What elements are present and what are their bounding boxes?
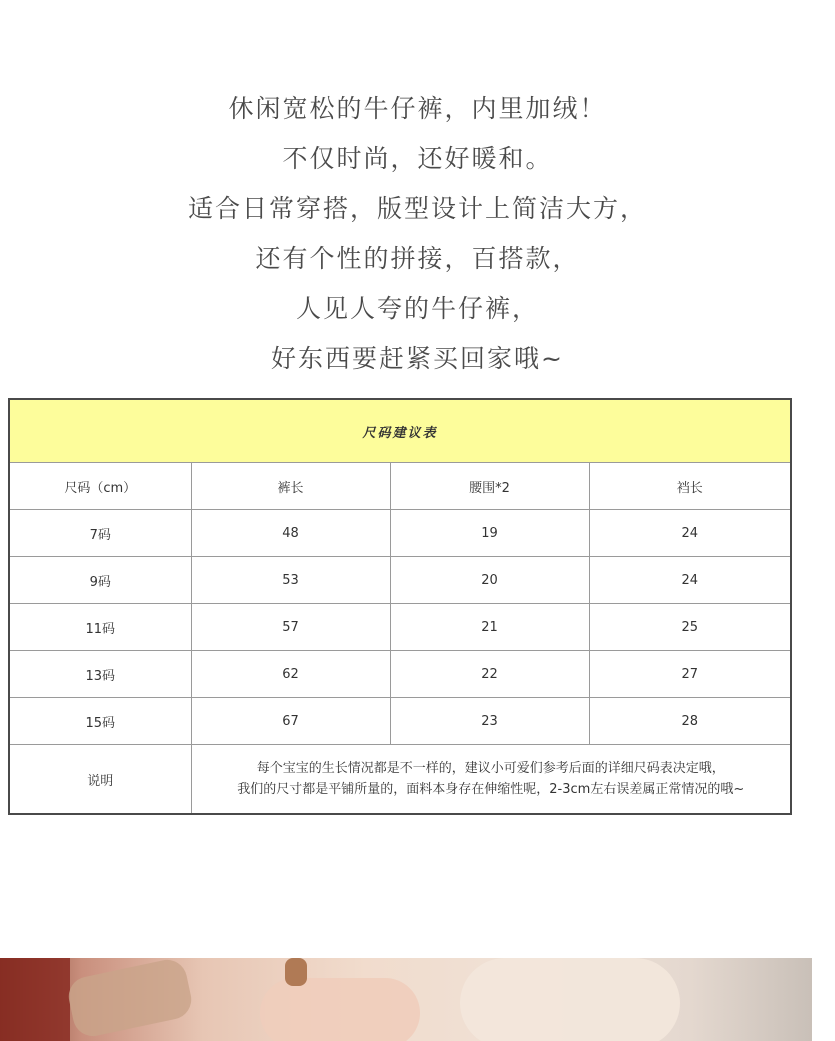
table-cell: 24 [589, 510, 791, 557]
note-line: 每个宝宝的生长情况都是不一样的，建议小可爱们参考后面的详细尺码表决定哦， [256, 761, 725, 776]
table-row [9, 604, 791, 651]
table-cell: 20 [390, 557, 589, 604]
intro-line: 还有个性的拼接，百搭款， [255, 244, 580, 273]
table-cell: 13码 [9, 651, 191, 698]
note-row [9, 745, 791, 815]
table-cell: 15码 [9, 698, 191, 745]
table-row [9, 510, 791, 557]
table-cell: 28 [589, 698, 791, 745]
table-cell: 57 [191, 604, 390, 651]
product-photo-strip [0, 958, 812, 1041]
table-cell: 7码 [9, 510, 191, 557]
table-cell: 21 [390, 604, 589, 651]
header-size: 尺码（cm） [9, 463, 191, 510]
intro-line: 休闲宽松的牛仔裤，内里加绒！ [228, 94, 607, 123]
intro-line: 适合日常穿搭，版型设计上简洁大方， [187, 194, 647, 223]
header-rise: 裆长 [589, 463, 791, 510]
size-table [8, 398, 792, 815]
table-cell: 25 [589, 604, 791, 651]
size-table-container [8, 398, 790, 815]
intro-line: 人见人夸的牛仔裤， [295, 294, 539, 323]
table-cell: 23 [390, 698, 589, 745]
header-waist: 腰围*2 [390, 463, 589, 510]
table-cell: 48 [191, 510, 390, 557]
note-text [191, 745, 791, 815]
table-row [9, 651, 791, 698]
table-cell: 24 [589, 557, 791, 604]
table-title: 尺码建议表 [9, 399, 791, 463]
table-cell: 22 [390, 651, 589, 698]
intro-line: 不仅时尚，还好暖和。 [282, 144, 553, 173]
table-cell: 19 [390, 510, 589, 557]
table-header-row [9, 463, 791, 510]
intro-line: 好东西要赶紧买回家哦~ [271, 344, 564, 373]
table-row [9, 698, 791, 745]
intro-text [0, 84, 835, 384]
header-pants-length: 裤长 [191, 463, 390, 510]
note-line: 我们的尺寸都是平铺所量的，面料本身存在伸缩性呢，2-3cm左右误差属正常情况的哦~ [237, 782, 745, 797]
note-label: 说明 [9, 745, 191, 815]
table-cell: 9码 [9, 557, 191, 604]
table-cell: 27 [589, 651, 791, 698]
table-cell: 11码 [9, 604, 191, 651]
table-cell: 62 [191, 651, 390, 698]
table-cell: 53 [191, 557, 390, 604]
table-row [9, 557, 791, 604]
table-cell: 67 [191, 698, 390, 745]
